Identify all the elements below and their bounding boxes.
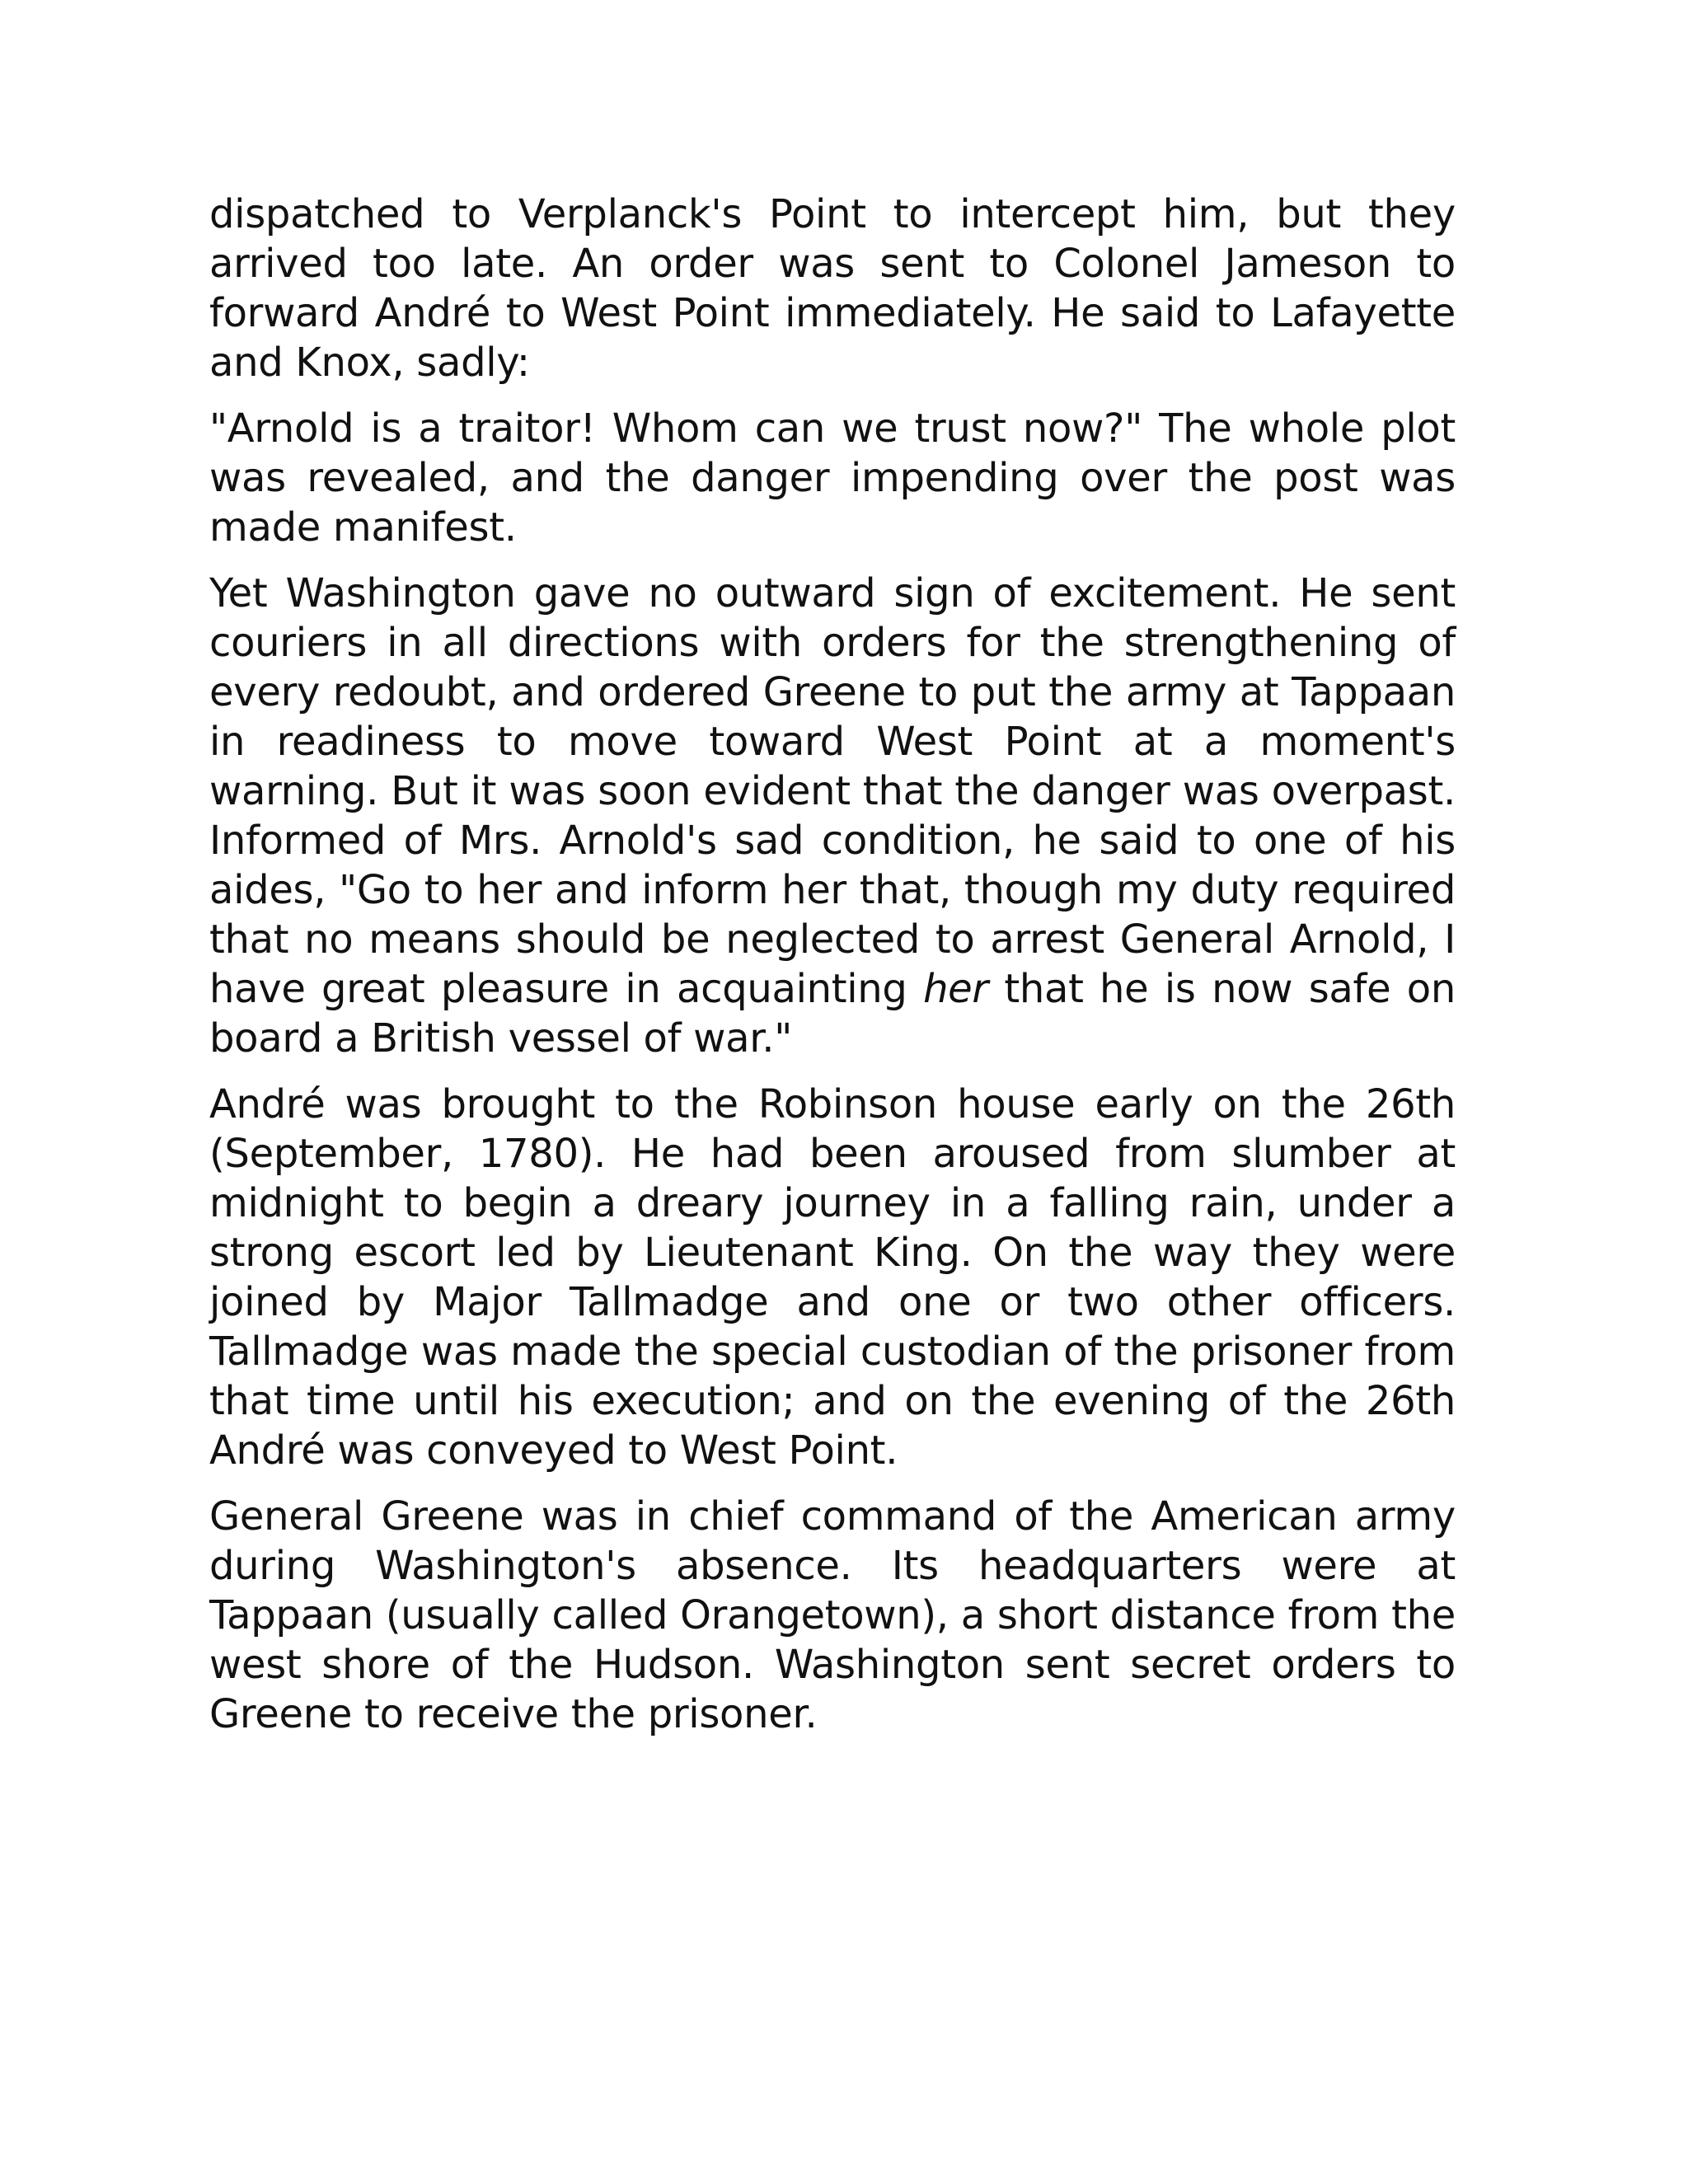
paragraph-5: General Greene was in chief command of the American army during Washington's absence. Its headquarters were at Tappaan (usually called Orangetown), a short distance from the west shore of the Hudson. Washington sent secret orders to Greene to receive the prisoner.	[209, 1493, 1456, 1737]
paragraph-3-text-after: that he is now safe on board a British vessel of war."	[209, 966, 1456, 1062]
paragraph-3-text-before: Yet Washington gave no outward sign of excitement. He sent couriers in all directions with orders for the strengthening of every redoubt, and ordered Greene to put the army at Tappaan in readiness to move toward West Point at a moment's warning. But it was soon evident that the danger was overpast. Informed of Mrs. Arnold's sad condition, he said to one of his aides, "Go to her and inform her that, though my duty required that no means should be neglected to arrest General Arnold, I have great pleasure in acquainting	[209, 570, 1456, 1012]
paragraph-1: dispatched to Verplanck's Point to intercept him, but they arrived too late. An order was sent to Colonel Jameson to forward André to West Point immediately. He said to Lafayette and Knox, sadly:	[209, 191, 1456, 386]
paragraph-4: André was brought to the Robinson house early on the 26th (September, 1780). He had been aroused from slumber at midnight to begin a dreary journey in a falling rain, under a strong escort led by Lieutenant King. On the way they were joined by Major Tallmadge and one or two other officers. Tallmadge was made the special custodian of the prisoner from that time until his execution; and on the evening of the 26th André was conveyed to West Point.	[209, 1081, 1456, 1474]
paragraph-3	[209, 569, 1456, 1063]
paragraph-2: "Arnold is a traitor! Whom can we trust now?" The whole plot was revealed, and the danger impending over the post was made manifest.	[209, 405, 1456, 551]
emphasized-word: her	[923, 966, 988, 1012]
document-page	[209, 190, 1456, 1755]
